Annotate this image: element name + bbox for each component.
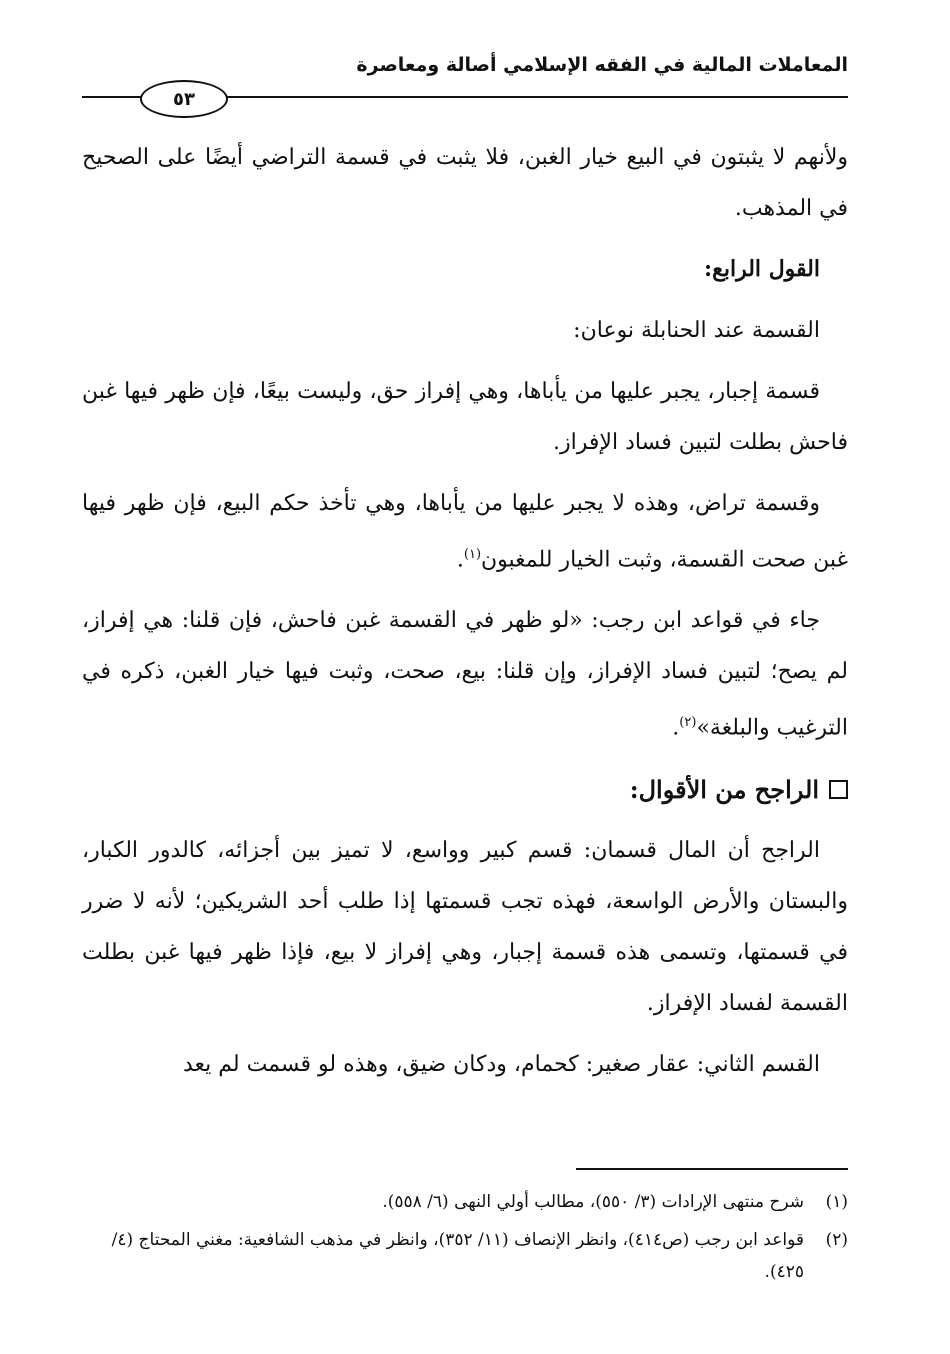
footnote-1-text: شرح منتهى الإرادات (٣/ ٥٥٠)، مطالب أولي النهى (٦/ ٥٥٨). bbox=[382, 1192, 804, 1212]
footnote-1-number: (١) bbox=[825, 1192, 848, 1212]
paragraph-4-end: . bbox=[456, 547, 464, 573]
paragraph-4-text: وقسمة تراض، وهذه لا يجبر عليها من يأباها، وهي تأخذ حكم البيع، فإن ظهر فيها غبن صحت القسمة، وثبت الخيار للمغبون bbox=[82, 491, 848, 573]
heading-fourth-opinion: القول الرابع: bbox=[704, 256, 820, 282]
paragraph-3: قسمة إجبار، يجبر عليها من يأباها، وهي إفراز حق، وليست بيعًا، فإن ظهر فيها غبن فاحش بطلت لتبين فساد الإفراز. bbox=[82, 379, 848, 455]
footnote-ref-2[interactable]: (٢) bbox=[679, 715, 697, 731]
page-number: ٥٣ bbox=[173, 88, 195, 110]
paragraph-6: الراجح أن المال قسمان: قسم كبير وواسع، لا تميز بين أجزائه، كالدور الكبار، والبستان والأرض الواسعة، فهذه تجب قسمتها إذا طلب أحد الشريكين؛ لأنه لا ضرر في قسمتها، وتسمى هذه قسمة إجبار، وهي إفراز لا بيع، فإذا ظهر فيها غبن بطلت القسمة لفساد الإفراز. bbox=[82, 837, 848, 1016]
paragraph-1: ولأنهم لا يثبتون في البيع خيار الغبن، فلا يثبت في قسمة التراضي أيضًا على الصحيح في المذهب. bbox=[82, 145, 848, 221]
paragraph-5 bbox=[82, 595, 848, 753]
paragraph-2: القسمة عند الحنابلة نوعان: bbox=[573, 318, 820, 343]
footnote-ref-1[interactable]: (١) bbox=[463, 547, 482, 562]
heading-preferred-opinion bbox=[82, 764, 848, 815]
page-body bbox=[82, 132, 848, 1100]
footnote-2 bbox=[82, 1224, 848, 1288]
square-bullet-icon bbox=[829, 780, 848, 799]
footnote-2-text: قواعد ابن رجب (ص٤١٤)، وانظر الإنصاف (١١/ ٣٥٢)، وانظر في مذهب الشافعية: مغني المحتاج (٤/ ٤٢٥). bbox=[111, 1230, 804, 1282]
page-number-badge bbox=[140, 80, 228, 118]
footnote-rule bbox=[576, 1168, 848, 1170]
footnote-2-number: (٢) bbox=[825, 1230, 848, 1250]
paragraph-4 bbox=[82, 478, 848, 585]
paragraph-7: القسم الثاني: عقار صغير: كحمام، ودكان ضيق، وهذه لو قسمت لم يعد bbox=[182, 1051, 820, 1077]
paragraph-5-text: جاء في قواعد ابن رجب: «لو ظهر في القسمة غبن فاحش، فإن قلنا: هي إفراز، لم يصح؛ لتبين فساد الإفراز، وإن قلنا: بيع، صحت، وثبت فيها خيار الغبن، ذكره في الترغيب والبلغة» bbox=[82, 608, 848, 741]
heading-preferred-text: الراجح من الأقوال: bbox=[629, 774, 819, 804]
running-title: المعاملات المالية في الفقه الإسلامي أصالة ومعاصرة bbox=[356, 54, 848, 76]
footnotes bbox=[82, 1186, 848, 1294]
paragraph-5-end: . bbox=[672, 715, 680, 741]
footnote-1 bbox=[82, 1186, 848, 1218]
